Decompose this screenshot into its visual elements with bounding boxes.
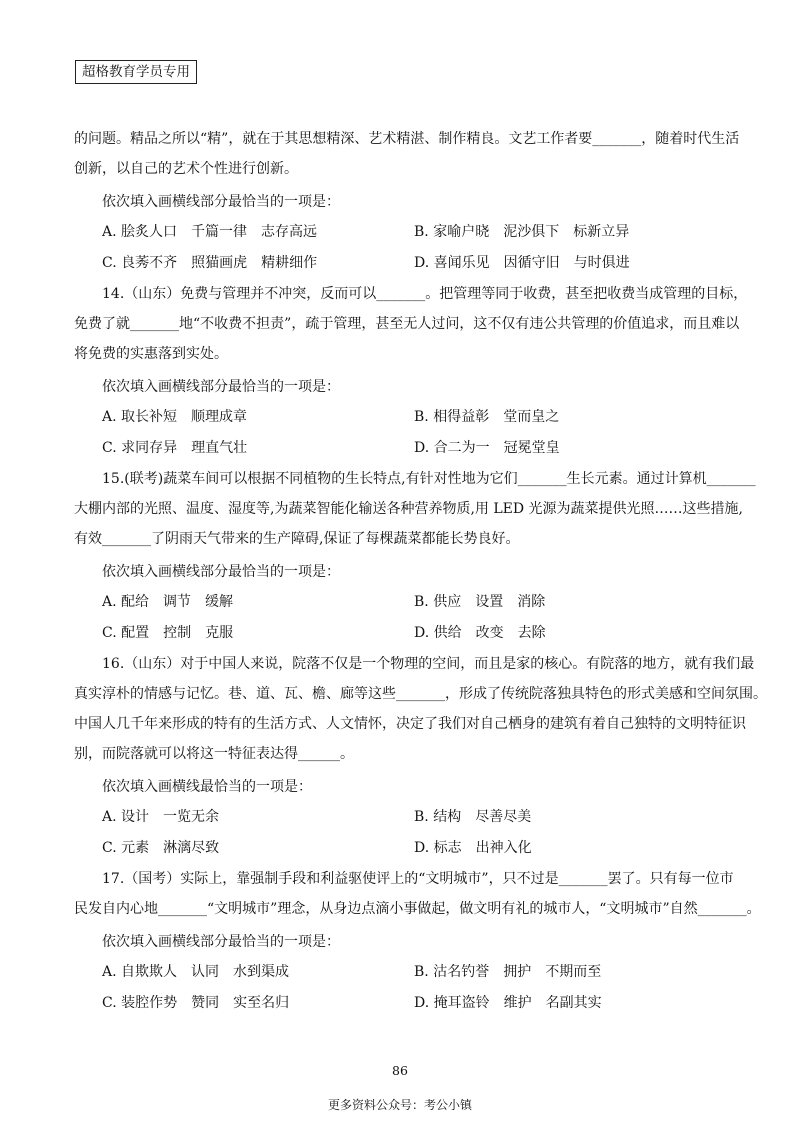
page-content bbox=[74, 124, 767, 1019]
question-14-line: 免费了就_______地“不收费不担责”，疏于管理，甚至无人过问，这不仅有违公共管理的价值追求，而且难以 bbox=[74, 316, 740, 332]
option-d: D. 掩耳盗铃 维护 名副其实 bbox=[414, 995, 602, 1011]
question-17-line: 17.（国考）实际上，靠强制手段和利益驱使评上的“文明城市”，只不过是_______罢了。只有每一位市 bbox=[102, 871, 734, 887]
option-a: A. 配给 调节 缓解 bbox=[102, 594, 234, 610]
question-17-line: 民发自内心地_______“文明城市”理念，从身边点滴小事做起，做文明有礼的城市人，“文明城市”自然_______。 bbox=[74, 901, 761, 917]
page-number: 86 bbox=[392, 1063, 408, 1078]
option-d: D. 供给 改变 去除 bbox=[414, 625, 546, 641]
option-b: B. 供应 设置 消除 bbox=[414, 594, 546, 610]
option-b: B. 沽名钓誉 拥护 不期而至 bbox=[414, 964, 602, 980]
option-list bbox=[74, 217, 726, 279]
question-prompt: 依次填入画横线最恰当的一项是： bbox=[102, 779, 312, 795]
option-c: C. 求同存异 理直气壮 bbox=[102, 440, 248, 456]
question-15-line: 15.(联考)蔬菜车间可以根据不同植物的生长特点,有针对性地为它们_______生长元素。通过计算机_______ bbox=[102, 471, 756, 487]
question-15-line: 有效_______了阴雨天气带来的生产障碍,保证了每棵蔬菜都能长势良好。 bbox=[74, 531, 520, 547]
footer-note: 更多资料公众号：考公小镇 bbox=[327, 1098, 472, 1112]
option-d: D. 标志 出神入化 bbox=[414, 840, 532, 856]
question-prompt: 依次填入画横线部分最恰当的一项是： bbox=[102, 934, 340, 950]
option-list bbox=[74, 957, 726, 1019]
option-a: A. 设计 一览无余 bbox=[102, 809, 220, 825]
question-prompt: 依次填入画横线部分最恰当的一项是： bbox=[102, 379, 340, 395]
option-c: C. 装腔作势 赞同 实至名归 bbox=[102, 995, 290, 1011]
question-16-line: 别，而院落就可以将这一特征表达得______。 bbox=[74, 746, 354, 762]
question-14-line: 14.（山东）免费与管理并不冲突，反而可以_______。把管理等同于收费，甚至把收费当成管理的目标， bbox=[102, 286, 748, 302]
passage-line: 创新，以自己的艺术个性进行创新。 bbox=[74, 161, 298, 177]
option-a: A. 自欺欺人 认同 水到渠成 bbox=[102, 964, 290, 980]
question-prompt: 依次填入画横线部分最恰当的一项是： bbox=[102, 194, 340, 210]
question-prompt: 依次填入画横线部分最恰当的一项是： bbox=[102, 564, 340, 580]
option-a: A. 取长补短 顺理成章 bbox=[102, 409, 248, 425]
option-d: D. 喜闻乐见 因循守旧 与时俱进 bbox=[414, 255, 630, 271]
header-label: 超格教育学员专用 bbox=[75, 60, 197, 84]
option-d: D. 合二为一 冠冕堂皇 bbox=[414, 440, 560, 456]
question-15-line: 大棚内部的光照、温度、湿度等,为蔬菜智能化输送各种营养物质,用 LED 光源为蔬菜提供光照……这些措施, bbox=[74, 501, 743, 517]
option-c: C. 配置 控制 克服 bbox=[102, 625, 234, 641]
option-b: B. 结构 尽善尽美 bbox=[414, 809, 532, 825]
option-c: C. 良莠不齐 照猫画虎 精耕细作 bbox=[102, 255, 318, 271]
option-a: A. 脍炙人口 千篇一律 志存高远 bbox=[102, 224, 318, 240]
option-list bbox=[74, 587, 726, 649]
question-16-line: 16.（山东）对于中国人来说，院落不仅是一个物理的空间，而且是家的核心。有院落的地方，就有我们最 bbox=[102, 656, 755, 672]
question-16-line: 中国人几千年来形成的特有的生活方式、人文情怀，决定了我们对自己栖身的建筑有着自己独特的文明特征识 bbox=[74, 716, 746, 732]
option-b: B. 相得益彰 堂而皇之 bbox=[414, 409, 560, 425]
question-16-line: 真实淳朴的情感与记忆。巷、道、瓦、檐、廊等这些_______，形成了传统院落独具特色的形式美感和空间氛围。 bbox=[74, 686, 767, 702]
option-list bbox=[74, 402, 726, 464]
option-c: C. 元素 淋漓尽致 bbox=[102, 840, 220, 856]
option-list bbox=[74, 802, 726, 864]
passage-line: 的问题。精品之所以“精”，就在于其思想精深、艺术精湛、制作精良。文艺工作者要_______，随着时代生活 bbox=[74, 131, 740, 147]
option-b: B. 家喻户晓 泥沙俱下 标新立异 bbox=[414, 224, 630, 240]
question-14-line: 将免费的实惠落到实处。 bbox=[74, 346, 228, 362]
